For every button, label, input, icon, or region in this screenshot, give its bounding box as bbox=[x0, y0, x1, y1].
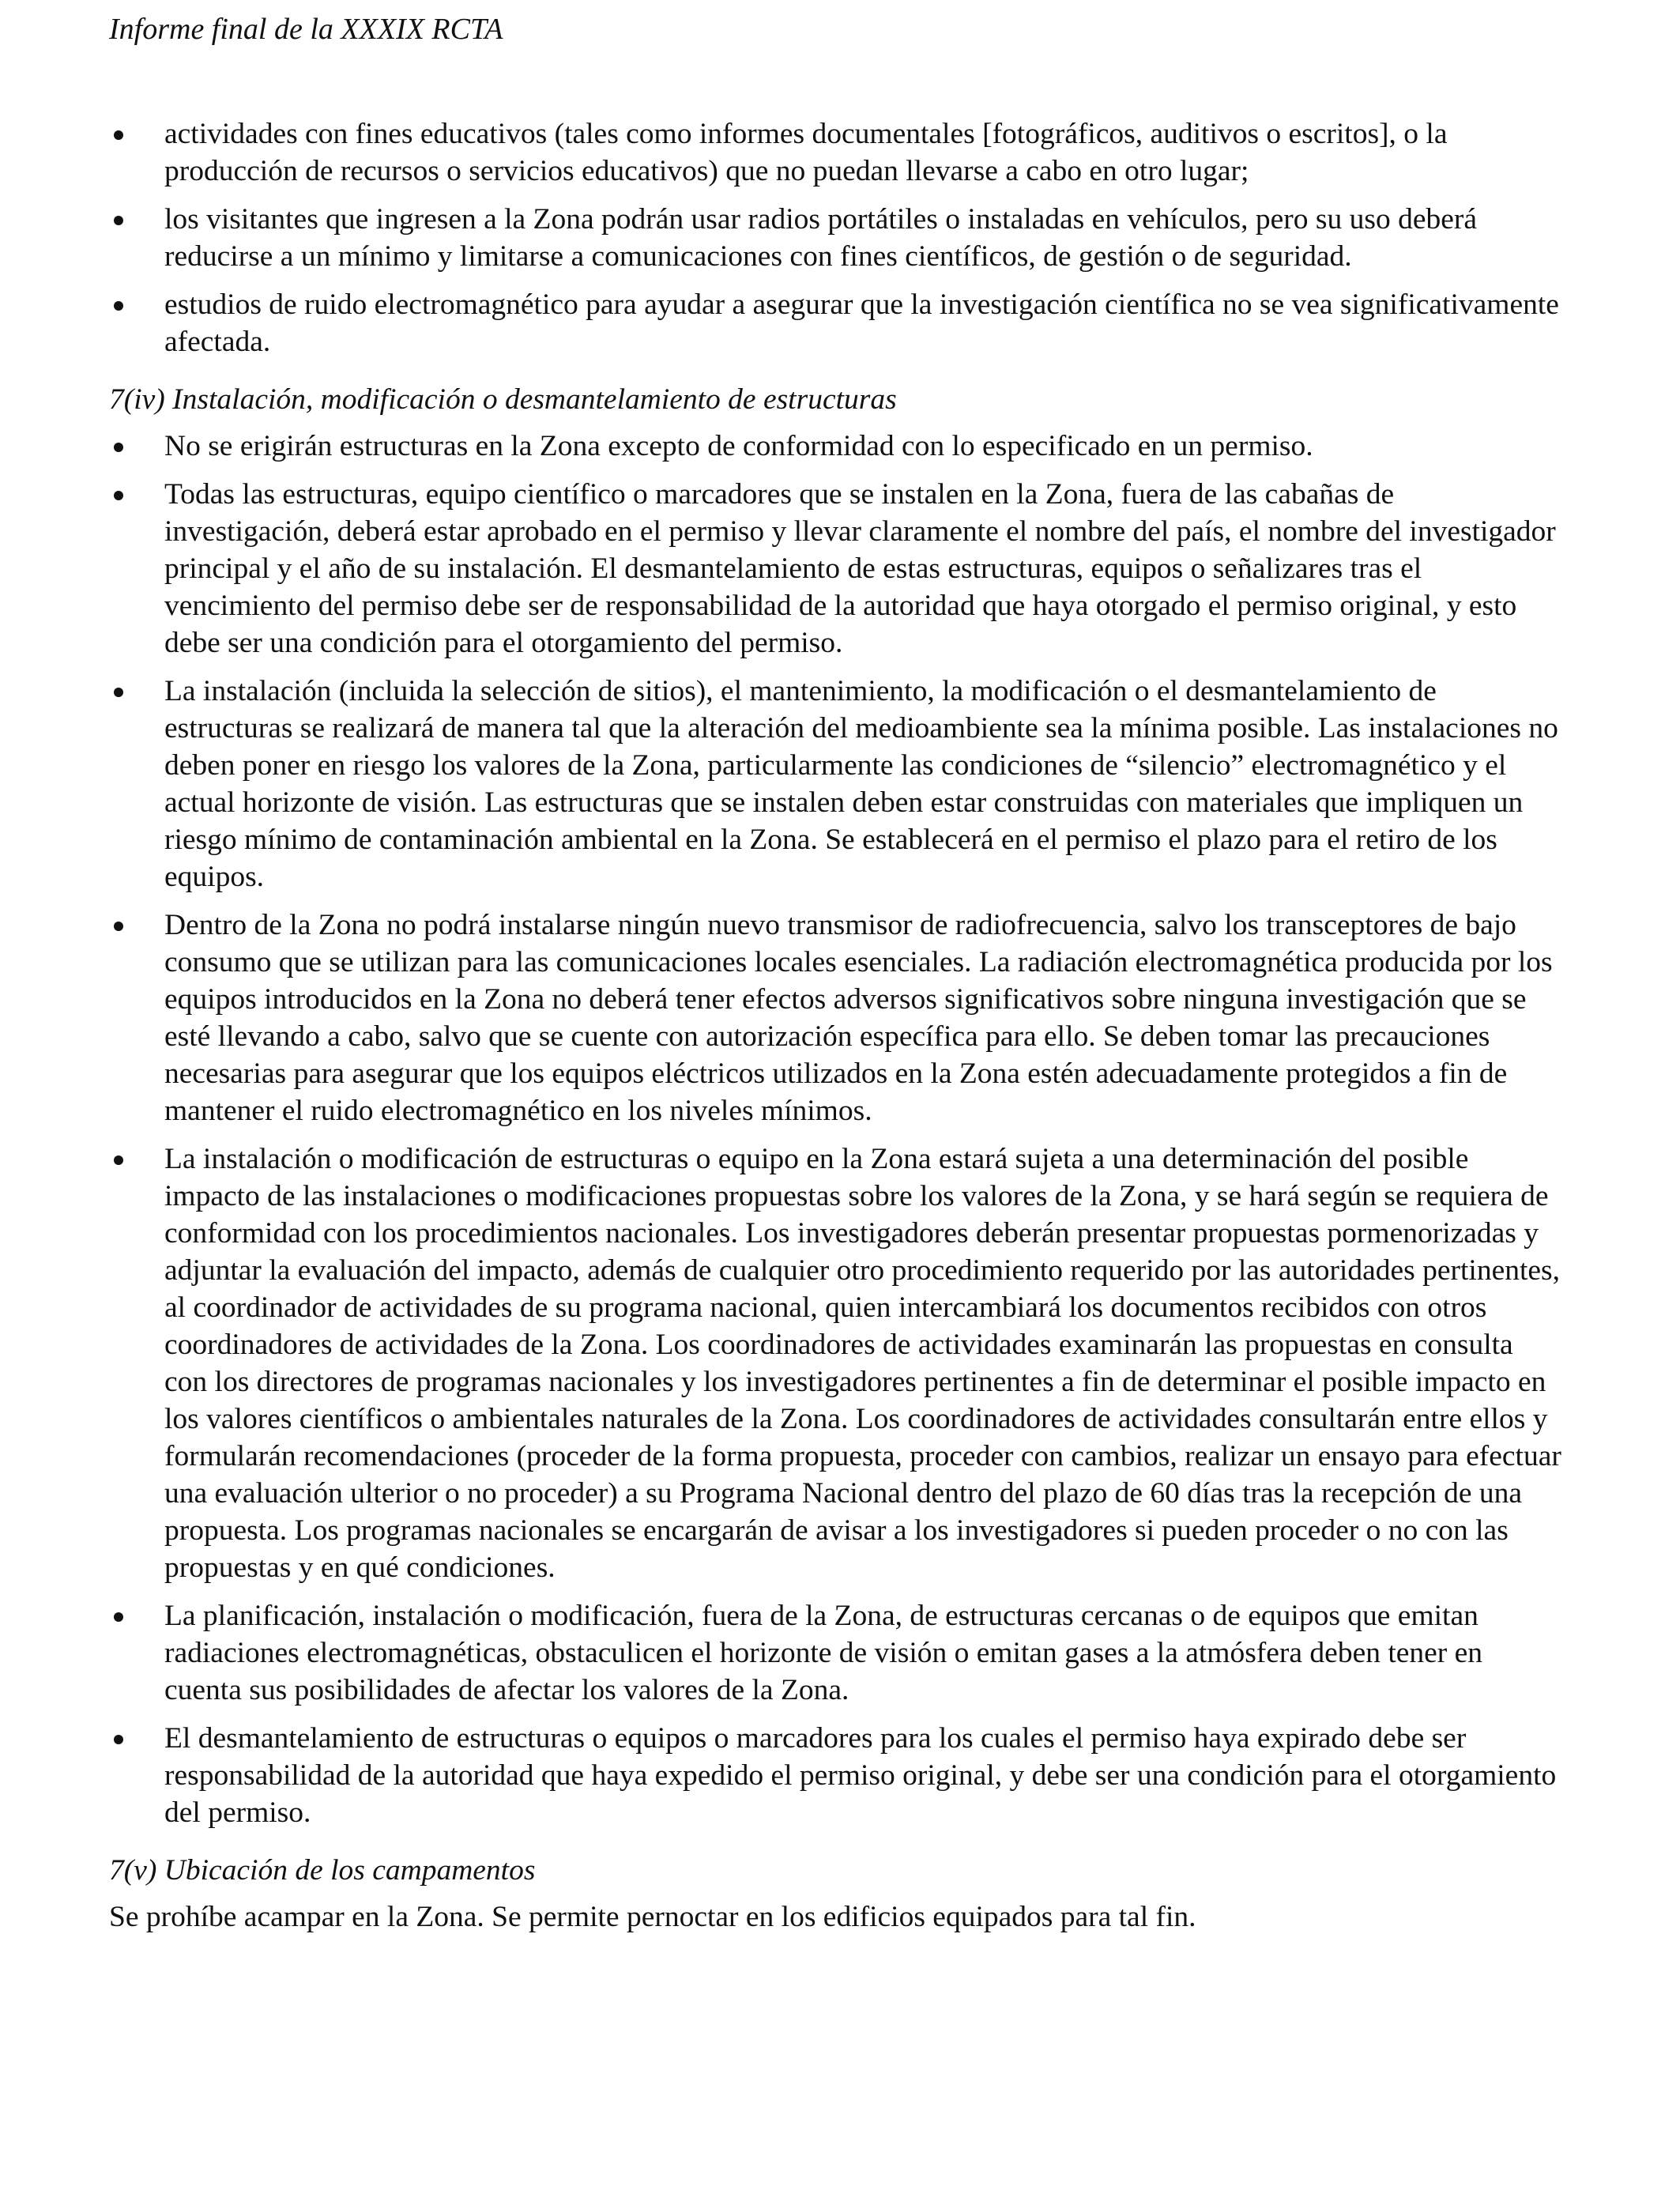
bullet-icon bbox=[114, 1735, 123, 1744]
list-item-text: los visitantes que ingresen a la Zona podrán usar radios portátiles o instaladas en vehículos, pero su uso deberá reducirse a un mínimo y limitarse a comunicaciones con fines científicos, de gestión o de seguridad. bbox=[164, 203, 1478, 273]
list-item-text: No se erigirán estructuras en la Zona excepto de conformidad con lo especificado en un permiso. bbox=[164, 430, 1313, 462]
bullet-icon bbox=[114, 443, 123, 452]
section-heading-iv: 7(iv) Instalación, modificación o desmantelamiento de estructuras bbox=[109, 383, 897, 416]
intro-bullet-list bbox=[109, 115, 1561, 360]
bullet-icon bbox=[114, 1612, 123, 1622]
list-item bbox=[109, 1140, 1561, 1586]
list-item bbox=[109, 286, 1561, 360]
list-item bbox=[109, 476, 1561, 662]
page-content bbox=[109, 115, 1561, 1936]
list-item-text: La instalación (incluida la selección de sitios), el mantenimiento, la modificación o el desmantelamiento de estructuras se realizará de manera tal que la alteración del medioambiente sea la mínima posible. Las instalaciones no deben poner en riesgo los valores de la Zona, particularmente las condiciones de “silencio” electromagnético y el actual horizonte de visión. Las estructuras que se instalen deben estar construidas con materiales que impliquen un riesgo mínimo de contaminación ambiental en la Zona. Se establecerá en el permiso el plazo para el retiro de los equipos. bbox=[164, 675, 1558, 893]
list-item bbox=[109, 1597, 1561, 1709]
list-item bbox=[109, 907, 1561, 1129]
bullet-icon bbox=[114, 216, 123, 225]
running-header: Informe final de la XXXIX RCTA bbox=[109, 13, 503, 46]
list-item bbox=[109, 201, 1561, 275]
section-iv-bullet-list bbox=[109, 428, 1561, 1831]
list-item-text: estudios de ruido electromagnético para ayudar a asegurar que la investigación científica no se vea significativamente afectada. bbox=[164, 288, 1559, 358]
list-item-text: El desmantelamiento de estructuras o equipos o marcadores para los cuales el permiso haya expirado debe ser responsabilidad de la autoridad que haya expedido el permiso original, y debe ser una condición para el otorgamiento del permiso. bbox=[164, 1722, 1557, 1829]
bullet-icon bbox=[114, 491, 123, 500]
bullet-icon bbox=[114, 1155, 123, 1165]
bullet-icon bbox=[114, 688, 123, 697]
section-v-paragraph: Se prohíbe acampar en la Zona. Se permite pernoctar en los edificios equipados para tal fin. bbox=[109, 1901, 1196, 1933]
bullet-icon bbox=[114, 301, 123, 311]
list-item-text: Dentro de la Zona no podrá instalarse ningún nuevo transmisor de radiofrecuencia, salvo los transceptores de bajo consumo que se utilizan para las comunicaciones locales esenciales. La radiación electromagnética producida por los equipos introducidos en la Zona no deberá tener efectos adversos significativos sobre ninguna investigación que se esté llevando a cabo, salvo que se cuente con autorización específica para ello. Se deben tomar las precauciones necesarias para asegurar que los equipos eléctricos utilizados en la Zona estén adecuadamente protegidos a fin de mantener el ruido electromagnético en los niveles mínimos. bbox=[164, 909, 1553, 1127]
section-heading-v: 7(v) Ubicación de los campamentos bbox=[109, 1854, 536, 1887]
list-item-text: Todas las estructuras, equipo científico o marcadores que se instalen en la Zona, fuera de las cabañas de investigación, deberá estar aprobado en el permiso y llevar claramente el nombre del país, el nombre del investigador principal y el año de su instalación. El desmantelamiento de estas estructuras, equipos o señalizares tras el vencimiento del permiso debe ser de responsabilidad de la autoridad que haya otorgado el permiso original, y esto debe ser una condición para el otorgamiento del permiso. bbox=[164, 478, 1556, 659]
list-item-text: La instalación o modificación de estructuras o equipo en la Zona estará sujeta a una determinación del posible impacto de las instalaciones o modificaciones propuestas sobre los valores de la Zona, y se hará según se requiera de conformidad con los procedimientos nacionales. Los investigadores deberán presentar propuestas pormenorizadas y adjuntar la evaluación del impacto, además de cualquier otro procedimiento requerido por las autoridades pertinentes, al coordinador de actividades de su programa nacional, quien intercambiará los documentos recibidos con otros coordinadores de actividades de la Zona. Los coordinadores de actividades examinarán las propuestas en consulta con los directores de programas nacionales y los investigadores pertinentes a fin de determinar el posible impacto en los valores científicos o ambientales naturales de la Zona. Los coordinadores de actividades consultarán entre ellos y formularán recomendaciones (proceder de la forma propuesta, proceder con cambios, realizar un ensayo para efectuar una evaluación ulterior o no proceder) a su Programa Nacional dentro del plazo de 60 días tras la recepción de una propuesta. Los programas nacionales se encargarán de avisar a los investigadores si pueden proceder o no con las propuestas y en qué condiciones. bbox=[164, 1143, 1561, 1584]
list-item bbox=[109, 115, 1561, 190]
list-item-text: La planificación, instalación o modificación, fuera de la Zona, de estructuras cercanas o de equipos que emitan radiaciones electromagnéticas, obstaculicen el horizonte de visión o emitan gases a la atmósfera deben tener en cuenta sus posibilidades de afectar los valores de la Zona. bbox=[164, 1600, 1483, 1706]
list-item bbox=[109, 1720, 1561, 1831]
list-item bbox=[109, 673, 1561, 895]
list-item-text: actividades con fines educativos (tales como informes documentales [fotográficos, auditivos o escritos], o la producción de recursos o servicios educativos) que no puedan llevarse a cabo en otro lugar; bbox=[164, 118, 1448, 187]
list-item bbox=[109, 428, 1561, 465]
bullet-icon bbox=[114, 922, 123, 931]
bullet-icon bbox=[114, 130, 123, 140]
